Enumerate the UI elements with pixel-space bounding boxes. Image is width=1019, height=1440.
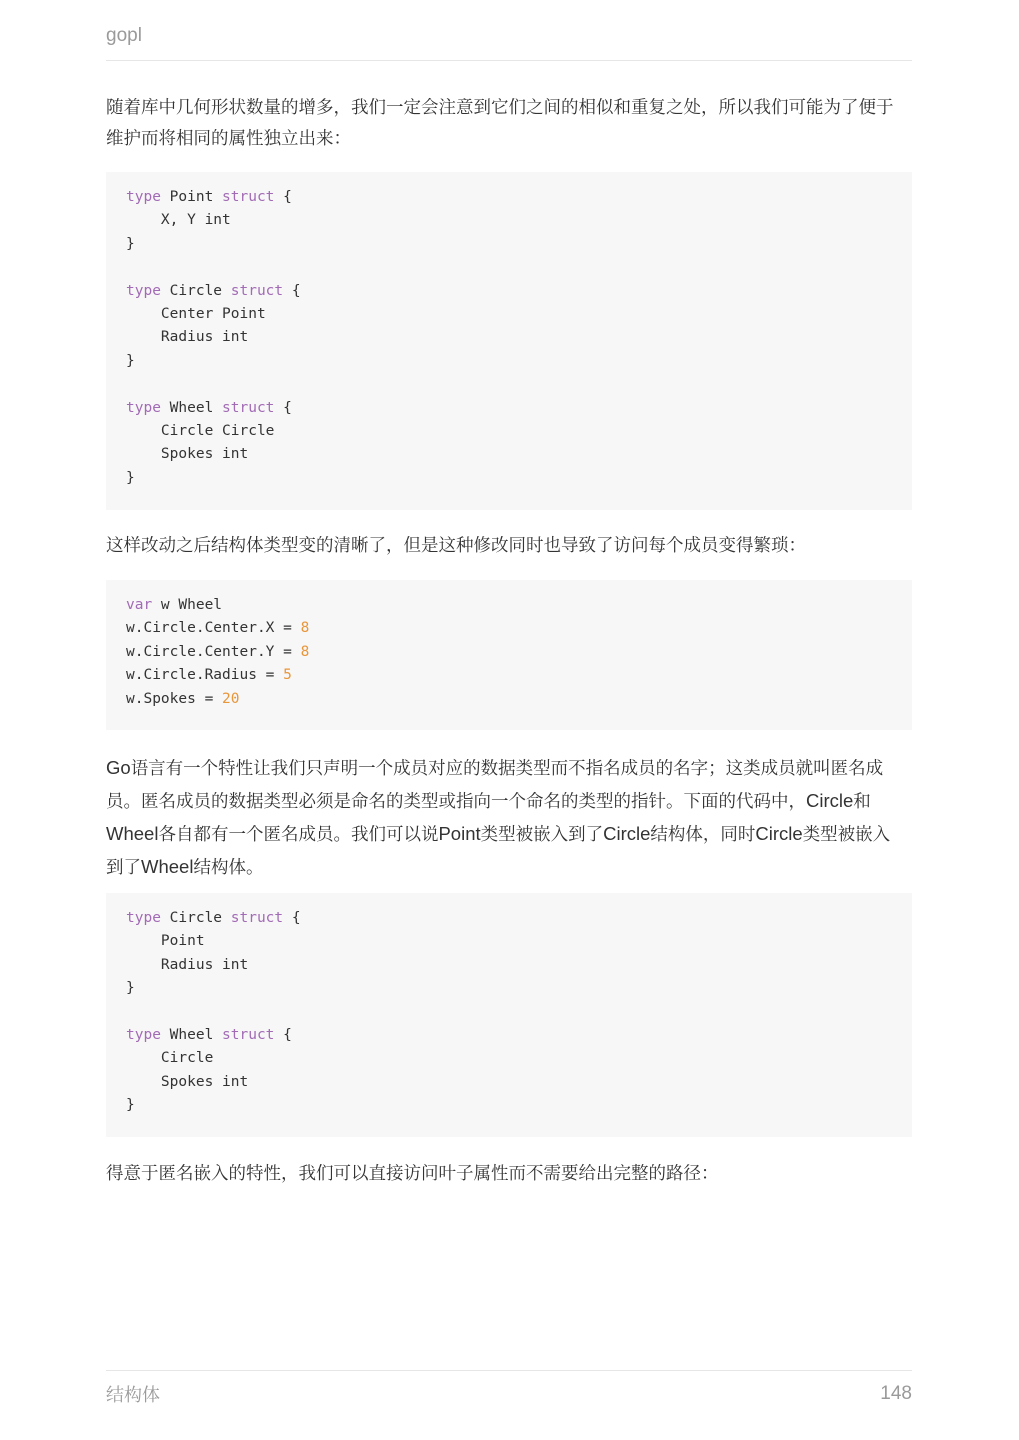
code-line [126, 420, 892, 443]
code-line [126, 594, 892, 617]
code-number: 20 [222, 690, 240, 707]
text-run: Circle [755, 823, 803, 844]
text-run: 和 [853, 792, 871, 812]
code-text: } [126, 235, 135, 252]
code-text: Circle [160, 282, 231, 299]
code-keyword: type [126, 399, 161, 416]
code-line [126, 1024, 892, 1047]
code-text: } [126, 469, 135, 486]
code-line [126, 664, 892, 687]
text-run: 各自都有一个匿名成员。我们可以说 [158, 825, 439, 845]
code-line [126, 467, 892, 490]
code-number: 8 [300, 620, 310, 637]
code-line [126, 186, 892, 209]
page-header [106, 24, 912, 61]
code-line [126, 256, 892, 279]
text-run: 结构体。 [193, 858, 264, 878]
code-text: Point [160, 189, 223, 205]
code-text: Spokes int [126, 1073, 249, 1090]
code-text: w.Circle.Radius = [126, 667, 284, 684]
code-text: Wheel [160, 399, 223, 416]
code-text: { [274, 189, 292, 205]
code-block-1 [106, 172, 912, 510]
text-run: Circle [603, 823, 651, 844]
book-title: gopl [106, 25, 142, 46]
code-text: } [126, 980, 135, 997]
code-keyword: var [126, 597, 153, 613]
code-text: X, Y int [126, 212, 231, 229]
code-text: Spokes int [126, 446, 249, 463]
page-number: 148 [880, 1383, 912, 1404]
code-number: 8 [300, 643, 310, 660]
code-line [126, 350, 892, 373]
code-keyword: struct [222, 189, 275, 205]
code-line [126, 977, 892, 1000]
code-text: { [283, 282, 301, 299]
code-line [126, 1001, 892, 1024]
code-text: Circle [126, 1050, 214, 1067]
code-keyword: struct [230, 282, 284, 299]
code-line [126, 907, 892, 930]
text-run: Wheel [141, 856, 194, 877]
code-block-2 [106, 580, 912, 730]
code-line [126, 373, 892, 396]
text-run: Circle [806, 790, 854, 811]
code-keyword: struct [230, 910, 284, 926]
page-footer [106, 1370, 912, 1421]
text-run: 类型被嵌入到了 [480, 825, 604, 845]
code-keyword: type [126, 189, 161, 205]
text-run: 类型被嵌入到了 [106, 825, 891, 878]
code-line [126, 209, 892, 232]
code-line [126, 1047, 892, 1070]
code-text: Circle [160, 910, 231, 926]
code-keyword: type [126, 282, 161, 299]
code-keyword: struct [222, 399, 275, 416]
code-text: Radius int [126, 956, 249, 973]
code-line [126, 443, 892, 466]
code-text: Wheel [160, 1026, 223, 1043]
code-text: } [126, 352, 135, 369]
code-line [126, 641, 892, 664]
paragraph-1: 随着库中几何形状数量的增多，我们一定会注意到它们之间的相似和重复之处，所以我们可能为了便于维护而将相同的属性独立出来： [106, 98, 894, 149]
code-line [126, 303, 892, 326]
code-line [126, 397, 892, 420]
code-text: w.Circle.Center.X = [126, 620, 301, 637]
chapter-title: 结构体 [106, 1385, 160, 1406]
code-line [126, 326, 892, 349]
code-line [126, 1071, 892, 1094]
code-line [126, 280, 892, 303]
code-text: Circle Circle [126, 422, 275, 439]
code-keyword: type [126, 1026, 161, 1043]
code-text: w.Circle.Center.Y = [126, 643, 301, 660]
code-text: { [274, 1026, 292, 1043]
code-keyword: type [126, 910, 161, 926]
paragraph-3 [106, 752, 906, 884]
code-line [126, 954, 892, 977]
text-run: Go [106, 757, 131, 778]
code-text: { [283, 910, 301, 926]
text-run: 语言有一个特性让我们只声明一个成员对应的数据类型而不指名成员的名字；这类成员就叫匿名成员。匿名成员的数据类型必须是命名的类型或指向一个命名的类型的指针。下面的代码中， [106, 759, 884, 812]
text-run: 结构体，同时 [650, 825, 756, 845]
text-run: Wheel [106, 823, 159, 844]
code-block-3 [106, 893, 912, 1137]
code-line [126, 688, 892, 711]
code-keyword: struct [222, 1026, 275, 1043]
code-text: Center Point [126, 305, 266, 322]
code-text: { [274, 399, 292, 416]
code-line [126, 233, 892, 256]
code-text: w Wheel [152, 597, 223, 613]
code-line [126, 930, 892, 953]
code-line [126, 617, 892, 640]
code-text: w.Spokes = [126, 690, 223, 707]
code-line [126, 1094, 892, 1117]
paragraph-2: 这样改动之后结构体类型变的清晰了，但是这种修改同时也导致了访问每个成员变得繁琐： [106, 536, 806, 556]
text-run: Point [438, 823, 481, 844]
paragraph-4: 得意于匿名嵌入的特性，我们可以直接访问叶子属性而不需要给出完整的路径： [106, 1164, 719, 1184]
code-text: Radius int [126, 329, 249, 346]
code-number: 5 [283, 667, 292, 684]
code-text: Point [126, 933, 205, 950]
code-text: } [126, 1097, 135, 1114]
